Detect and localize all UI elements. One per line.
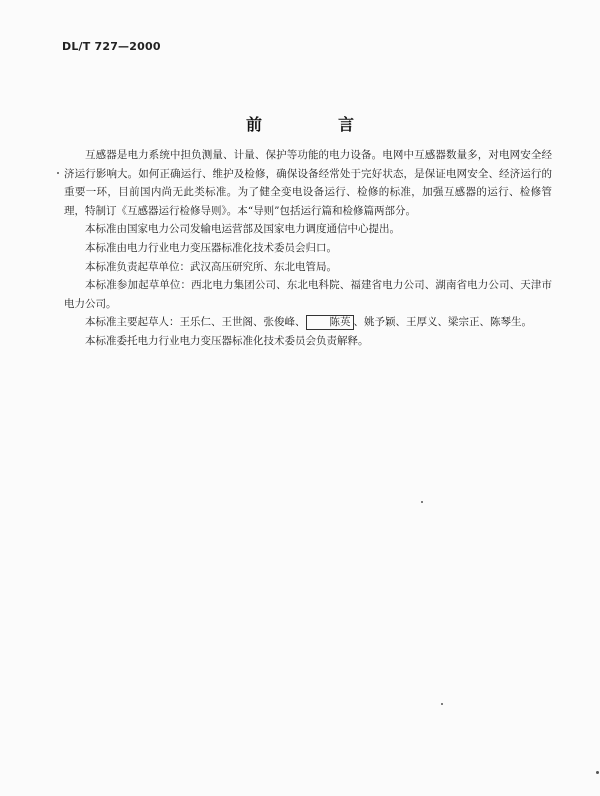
- boxed-drafter-name: 陈英: [306, 315, 354, 330]
- foreword-body: [64, 146, 552, 351]
- scan-speck: [441, 703, 443, 705]
- paragraph-interpretation: 本标准委托电力行业电力变压器标准化技术委员会负责解释。: [85, 334, 369, 347]
- paragraph-main-drafters: [64, 313, 552, 332]
- standard-code: DL/T 727—2000: [62, 40, 161, 53]
- scan-speck: [57, 172, 59, 174]
- drafters-suffix: 、姚予颖、王厚义、梁宗正、陈琴生。: [353, 316, 532, 329]
- paragraph-participating-drafters: 本标准参加起草单位：西北电力集团公司、东北电科院、福建省电力公司、湖南省电力公司、天津市电力公司。: [64, 279, 552, 310]
- scan-speck: [596, 771, 599, 774]
- paragraph-administrator: 本标准由电力行业电力变压器标准化技术委员会归口。: [85, 241, 337, 254]
- drafters-prefix: 本标准主要起草人：王乐仁、王世阁、张俊峰、: [85, 316, 306, 329]
- paragraph-intro: 互感器是电力系统中担负测量、计量、保护等功能的电力设备。电网中互感器数量多，对电网安全经济运行影响大。如何正确运行、维护及检修，确保设备经常处于完好状态，是保证电网安全、经济运行的重要一环，目前国内尚无此类标准。为了健全变电设备运行、检修的标准，加强互感器的运行、检修管理，特制订《互感器运行检修导则》。本“导则”包括运行篇和检修篇两部分。: [64, 149, 552, 217]
- paragraph-proposer: 本标准由国家电力公司发输电运营部及国家电力调度通信中心提出。: [85, 223, 400, 236]
- paragraph-lead-drafter: 本标准负责起草单位：武汉高压研究所、东北电管局。: [85, 260, 337, 273]
- scan-speck: [421, 501, 423, 503]
- page-title: 前 言: [245, 115, 384, 134]
